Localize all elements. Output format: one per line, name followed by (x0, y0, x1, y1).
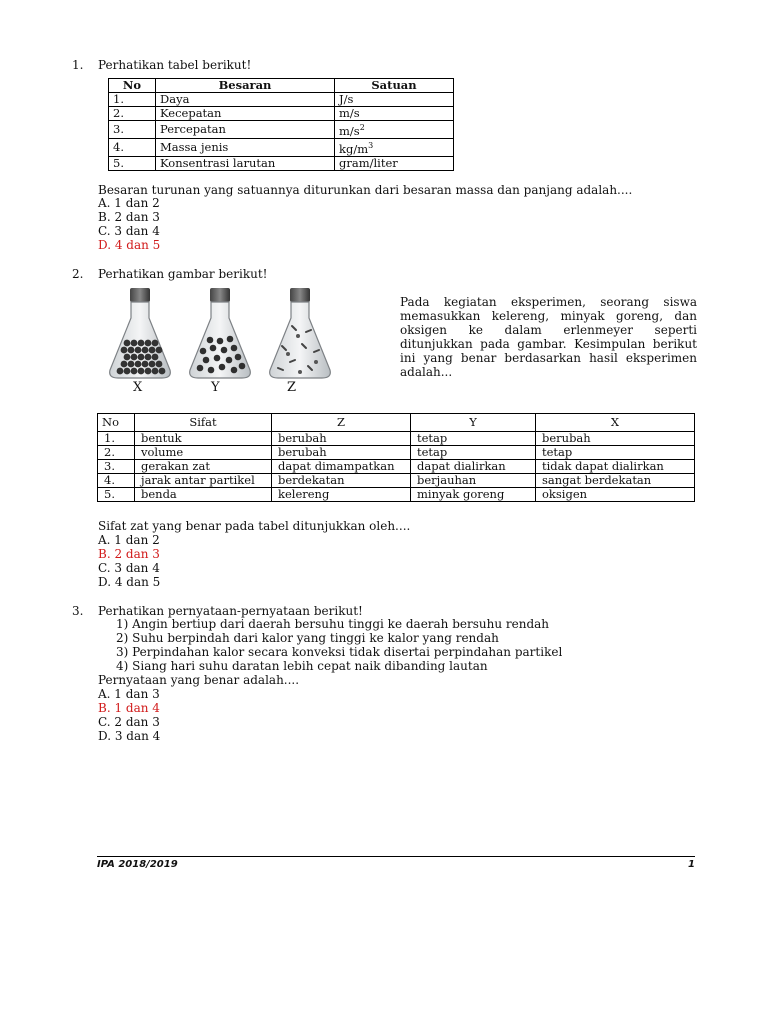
q2-option-c[interactable]: C. 3 dan 4 (98, 561, 160, 575)
cell-x: tidak dapat dialirkan (536, 460, 695, 474)
flasks-illustration (104, 284, 340, 384)
cell-y: tetap (411, 446, 536, 460)
satuan-text: gram/liter (339, 155, 398, 170)
table-row (109, 138, 454, 156)
q2-header-x: X (536, 414, 695, 432)
q2-header-no: No (98, 414, 135, 432)
cell-no: 2. (109, 107, 156, 121)
cell-z: kelereng (272, 488, 411, 502)
cell-z: berubah (272, 446, 411, 460)
q1-table (108, 78, 454, 171)
q3-question: Pernyataan yang benar adalah.... (98, 673, 300, 687)
cell-x: berubah (536, 432, 695, 446)
q1-option-d[interactable]: D. 4 dan 5 (98, 238, 161, 252)
q2-question: Sifat zat yang benar pada tabel ditunjukkan oleh.... (98, 519, 411, 533)
flask-z (270, 288, 331, 378)
flask-label-z: Z (287, 380, 297, 395)
footer-rule (97, 856, 695, 857)
table-row (109, 93, 454, 107)
table-row (98, 460, 695, 474)
cell-no: 1. (109, 93, 156, 107)
cell-no: 3. (109, 121, 156, 139)
cell-satuan (335, 107, 454, 121)
cell-besaran: Percepatan (156, 121, 335, 139)
q2-table (97, 413, 695, 502)
cell-x: sangat berdekatan (536, 474, 695, 488)
q3-prompt: Perhatikan pernyataan-pernyataan berikut! (98, 604, 363, 618)
cell-sifat: jarak antar partikel (135, 474, 272, 488)
q2-prompt: Perhatikan gambar berikut! (98, 267, 268, 281)
table-row (98, 432, 695, 446)
q1-header-satuan: Satuan (335, 79, 454, 93)
q2-option-b[interactable]: B. 2 dan 3 (98, 547, 160, 561)
q1-prompt: Perhatikan tabel berikut! (98, 58, 252, 72)
satuan-text: kg/m (339, 141, 369, 156)
satuan-text: m/s (339, 106, 360, 120)
cell-x: tetap (536, 446, 695, 460)
cell-y: dapat dialirkan (411, 460, 536, 474)
table-row (98, 446, 695, 460)
cell-no: 3. (98, 460, 135, 474)
cell-z: berubah (272, 432, 411, 446)
table-row (109, 156, 454, 170)
q3-statement-3: 3) Perpindahan kalor secara konveksi tidak disertai perpindahan partikel (116, 645, 563, 659)
cell-satuan (335, 138, 454, 156)
q3-option-c[interactable]: C. 2 dan 3 (98, 715, 160, 729)
q3-statement-2: 2) Suhu berpindah dari kalor yang tinggi ke kalor yang rendah (116, 631, 499, 645)
q3-number: 3. (72, 604, 84, 618)
cell-y: tetap (411, 432, 536, 446)
cell-y: minyak goreng (411, 488, 536, 502)
cell-no: 5. (109, 156, 156, 170)
table-row (98, 488, 695, 502)
cell-besaran: Konsentrasi larutan (156, 156, 335, 170)
satuan-text: m/s (339, 123, 360, 138)
page-number: 1 (688, 859, 695, 870)
q1-option-a[interactable]: A. 1 dan 2 (98, 196, 160, 210)
q2-header-sifat: Sifat (135, 414, 272, 432)
q3-statement-1: 1) Angin bertiup dari daerah bersuhu tinggi ke daerah bersuhu rendah (116, 617, 550, 631)
footer-left: IPA 2018/2019 (97, 859, 178, 870)
cell-besaran: Kecepatan (156, 107, 335, 121)
cell-y: berjauhan (411, 474, 536, 488)
cell-satuan (335, 156, 454, 170)
cell-no: 2. (98, 446, 135, 460)
cell-besaran: Massa jenis (156, 138, 335, 156)
cell-sifat: volume (135, 446, 272, 460)
cell-x: oksigen (536, 488, 695, 502)
q1-number: 1. (72, 58, 84, 72)
table-row (109, 121, 454, 139)
cell-no: 1. (98, 432, 135, 446)
q1-option-b[interactable]: B. 2 dan 3 (98, 210, 160, 224)
q3-option-d[interactable]: D. 3 dan 4 (98, 729, 161, 743)
cell-no: 5. (98, 488, 135, 502)
q1-question: Besaran turunan yang satuannya diturunkan dari besaran massa dan panjang adalah.... (98, 183, 633, 197)
cell-sifat: benda (135, 488, 272, 502)
q3-option-a[interactable]: A. 1 dan 3 (98, 687, 160, 701)
q2-header-z: Z (272, 414, 411, 432)
q2-option-d[interactable]: D. 4 dan 5 (98, 575, 161, 589)
flask-x (110, 288, 171, 378)
table-row (98, 474, 695, 488)
q1-option-c[interactable]: C. 3 dan 4 (98, 224, 160, 238)
q1-header-besaran: Besaran (156, 79, 335, 93)
q2-option-a[interactable]: A. 1 dan 2 (98, 533, 160, 547)
q2-number: 2. (72, 267, 84, 281)
flask-label-y: Y (211, 380, 220, 395)
flask-y (190, 288, 251, 378)
satuan-text: J/s (339, 92, 354, 106)
q1-header-no: No (109, 79, 156, 93)
satuan-exponent: 3 (368, 140, 374, 150)
satuan-exponent: 2 (359, 123, 365, 132)
cell-z: berdekatan (272, 474, 411, 488)
cell-no: 4. (109, 138, 156, 156)
q3-option-b[interactable]: B. 1 dan 4 (98, 701, 160, 715)
cell-sifat: bentuk (135, 432, 272, 446)
cell-satuan (335, 93, 454, 107)
cell-besaran: Daya (156, 93, 335, 107)
q2-paragraph: Pada kegiatan eksperimen, seorang siswa memasukkan kelereng, minyak goreng, dan oksigen ke dalam erlenmeyer seperti ditunjukkan pada gambar. Kesimpulan berikut ini yang benar berdasarkan hasil eksperimen adalah... (400, 295, 697, 379)
table-row (109, 107, 454, 121)
flask-label-x: X (133, 380, 143, 395)
cell-no: 4. (98, 474, 135, 488)
cell-z: dapat dimampatkan (272, 460, 411, 474)
cell-satuan (335, 121, 454, 139)
q3-statement-4: 4) Siang hari suhu daratan lebih cepat naik dibanding lautan (116, 659, 488, 673)
cell-sifat: gerakan zat (135, 460, 272, 474)
q2-header-y: Y (411, 414, 536, 432)
